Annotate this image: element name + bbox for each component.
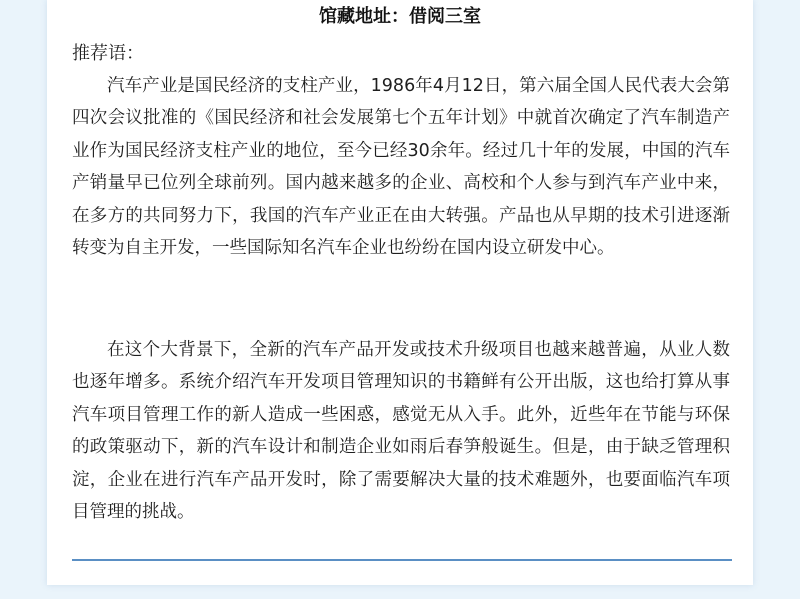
paragraph-text: 汽车产业是国民经济的支柱产业，1986年4月12日，第六届全国人民代表大会第四次会议批准的《国民经济和社会发展第七个五年计划》中就首次确定了汽车制造产业作为国民经济支柱产业的地位，至今已经30余年。经过几十年的发展，中国的汽车产销量早已位列全球前列。国内越来越多的企业、高校和个人参与到汽车产业中来，在多方的共同努力下，我国的汽车产业正在由大转强。产品也从早期的技术引进逐渐转变为自主开发，一些国际知名汽车企业也纷纷在国内设立研发中心。 <box>72 76 730 259</box>
recommendation-paragraph-1 <box>72 70 730 264</box>
recommendation-label: 推荐语： <box>72 43 144 64</box>
divider-line <box>72 559 732 561</box>
paragraph-text: 在这个大背景下，全新的汽车产品开发或技术升级项目也越来越普遍，从业人数也逐年增多。系统介绍汽车开发项目管理知识的书籍鲜有公开出版，这也给打算从事汽车项目管理工作的新人造成一些困惑，感觉无从入手。此外，近些年在节能与环保的政策驱动下，新的汽车设计和制造企业如雨后春笋般诞生。但是，由于缺乏管理积淀，企业在进行汽车产品开发时，除了需要解决大量的技术难题外，也要面临汽车项目管理的挑战。 <box>72 340 730 523</box>
content-card <box>47 0 753 585</box>
recommendation-paragraph-2 <box>72 334 730 528</box>
collection-location: 馆藏地址：借阅三室 <box>319 6 481 27</box>
